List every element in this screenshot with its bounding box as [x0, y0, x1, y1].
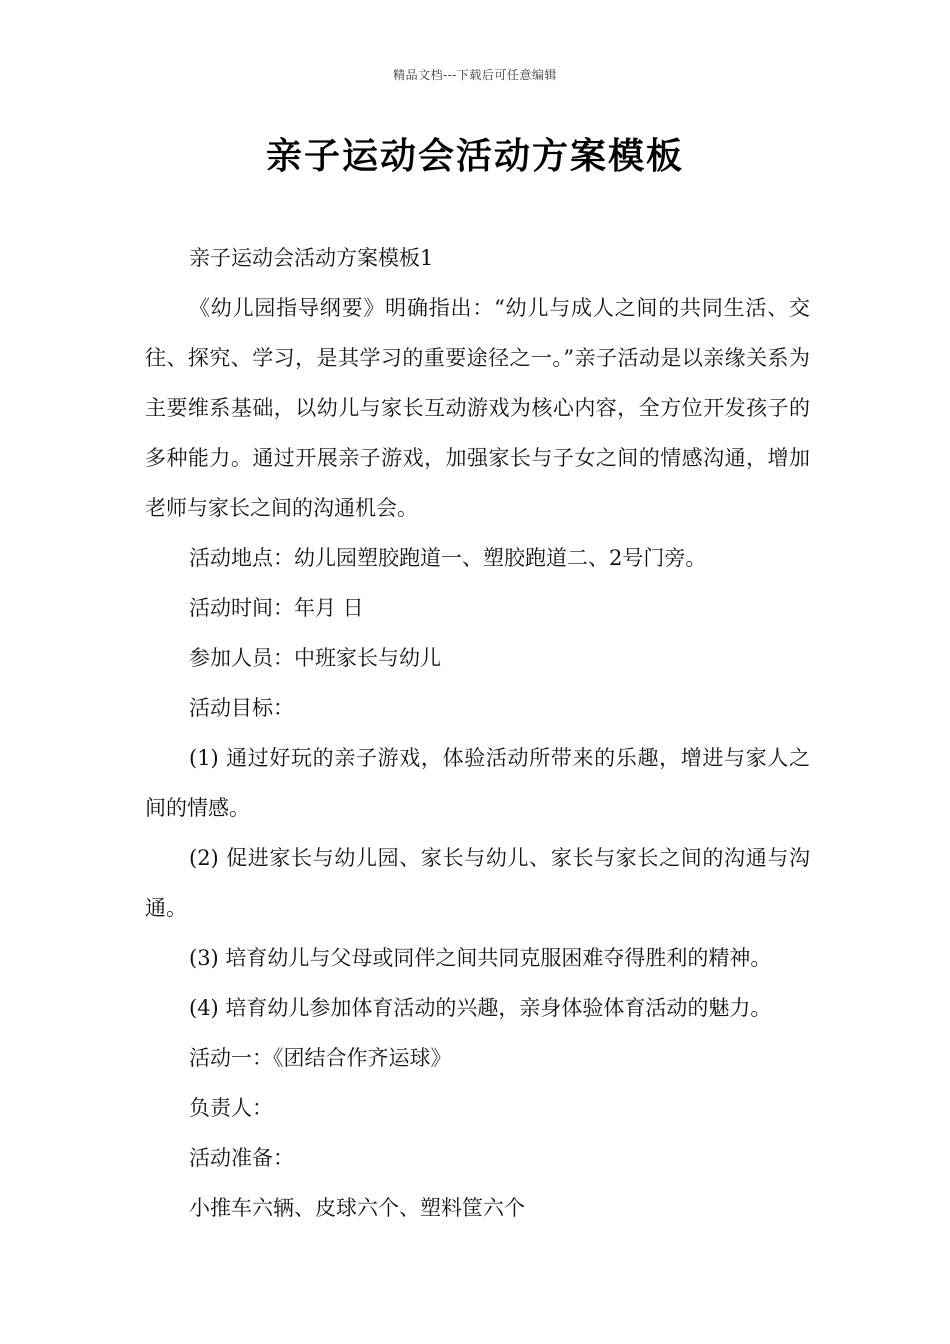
paragraph-goal-4: (4) 培育幼儿参加体育活动的兴趣，亲身体验体育活动的魅力。	[189, 996, 772, 1020]
paragraph-goal-1: (1) 通过好玩的亲子游戏，体验活动所带来的乐趣，增进与家人之间的情感。	[145, 746, 810, 820]
paragraph-activity-1: 活动一：《团结合作齐运球》	[189, 1046, 452, 1070]
paragraph-goal-2: (2) 促进家长与幼儿园、家长与幼儿、家长与家长之间的沟通与沟通。	[145, 846, 810, 920]
paragraph-time: 活动时间：年月 日	[189, 596, 364, 620]
document-title: 亲子运动会活动方案模板	[265, 135, 684, 177]
document-body	[145, 233, 810, 1233]
paragraph-goal-3: (3) 培育幼儿与父母或同伴之间共同克服困难夺得胜利的精神。	[189, 946, 772, 970]
paragraph-participants: 参加人员：中班家长与幼儿	[189, 646, 441, 670]
paragraph-goals-heading: 活动目标：	[189, 696, 294, 720]
paragraph-location: 活动地点：幼儿园塑胶跑道一、塑胶跑道二、2号门旁。	[189, 546, 707, 570]
paragraph-intro: 《幼儿园指导纲要》明确指出：“幼儿与成人之间的共同生活、交往、探究、学习，是其学习的重要途径之一。”亲子活动是以亲缘关系为主要维系基础，以幼儿与家长互动游戏为核心内容，全方位开发孩子的多种能力。通过开展亲子游戏，加强家长与子女之间的情感沟通，增加老师与家长之间的沟通机会。	[145, 296, 810, 520]
header-note: 精品文档---下载后可任意编辑	[393, 68, 557, 82]
paragraph-materials: 小推车六辆、皮球六个、塑料筐六个	[189, 1196, 525, 1220]
paragraph-person-in-charge: 负责人：	[189, 1096, 273, 1120]
paragraph-preparation: 活动准备：	[189, 1146, 294, 1170]
paragraph-subtitle: 亲子运动会活动方案模板1	[189, 246, 434, 270]
